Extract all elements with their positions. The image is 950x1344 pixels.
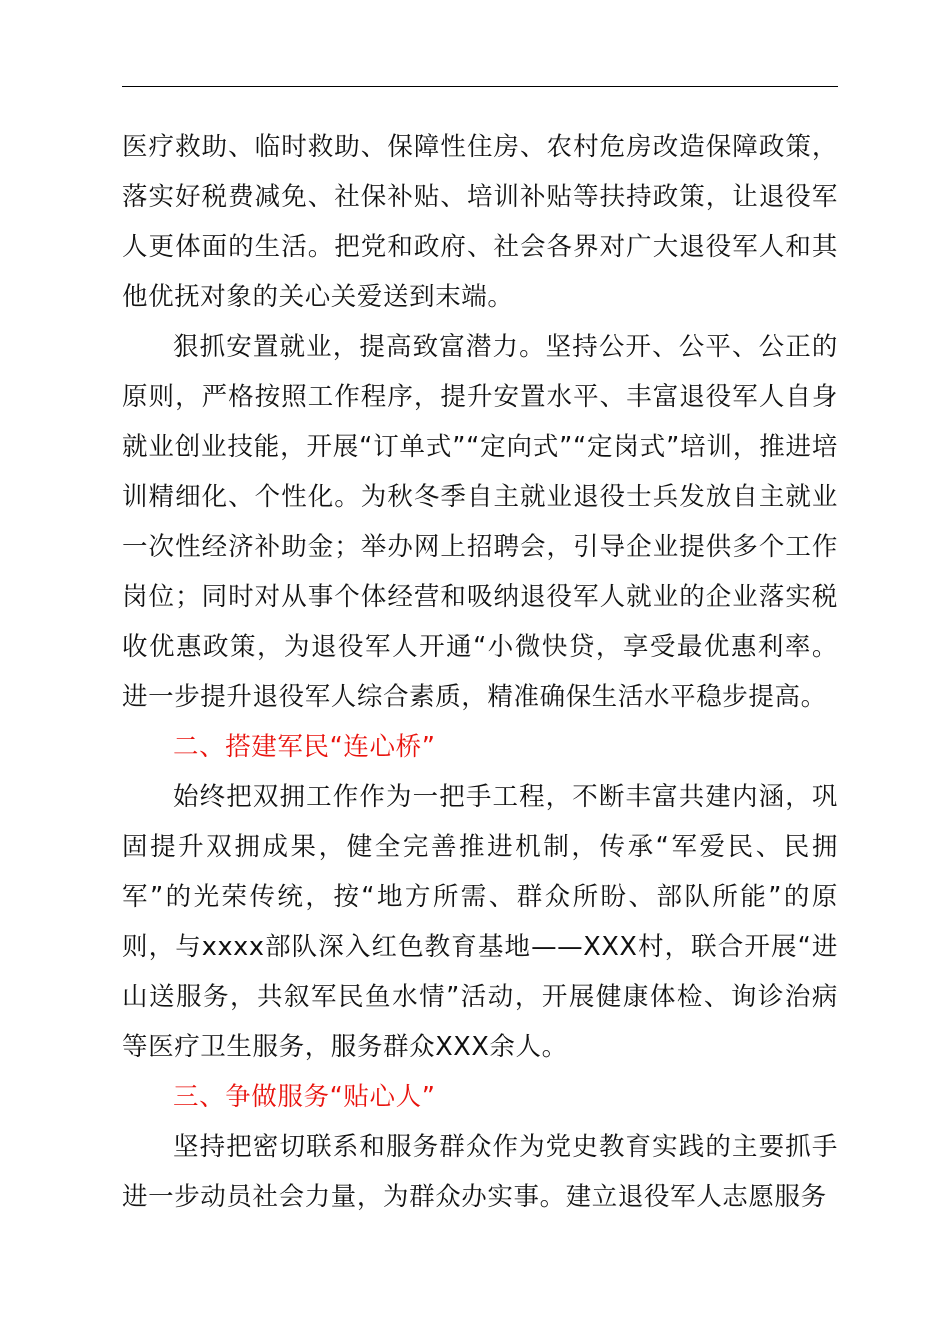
header-rule	[122, 86, 838, 87]
paragraph-relief-policies: 医疗救助、临时救助、保障性住房、农村危房改造保障政策，落实好税费减免、社保补贴、培训补贴等扶持政策，让退役军人更体面的生活。把党和政府、社会各界对广大退役军人和其他优抚对象的关心关爱送到末端。	[122, 132, 838, 312]
paragraph-employment: 狠抓安置就业，提高致富潜力。坚持公开、公平、公正的原则，严格按照工作程序，提升安置水平、丰富退役军人自身就业创业技能，开展“订单式”“定向式”“定岗式”培训，推进培训精细化、个性化。为秋冬季自主就业退役士兵发放自主就业一次性经济补助金；举办网上招聘会，引导企业提供多个工作岗位；同时对从事个体经营和吸纳退役军人就业的企业落实税收优惠政策，为退役军人开通“小微快贷，享受最优惠利率。进一步提升退役军人综合素质，精准确保生活水平稳步提高。	[122, 332, 838, 712]
document-body	[122, 122, 838, 1222]
section-heading-3: 三、争做服务“贴心人”	[173, 1082, 436, 1112]
paragraph-double-support: 始终把双拥工作作为一把手工程，不断丰富共建内涵，巩固提升双拥成果，健全完善推进机制，传承“军爱民、民拥军”的光荣传统，按“地方所需、群众所盼、部队所能”的原则，与xxxx部队深入红色教育基地——XXX村，联合开展“进山送服务，共叙军民鱼水情”活动，开展健康体检、询诊治病等医疗卫生服务，服务群众XXX余人。	[122, 782, 838, 1062]
paragraph-service: 坚持把密切联系和服务群众作为党史教育实践的主要抓手进一步动员社会力量，为群众办实事。建立退役军人志愿服务	[122, 1132, 838, 1212]
section-heading-2: 二、搭建军民“连心桥”	[173, 732, 436, 762]
